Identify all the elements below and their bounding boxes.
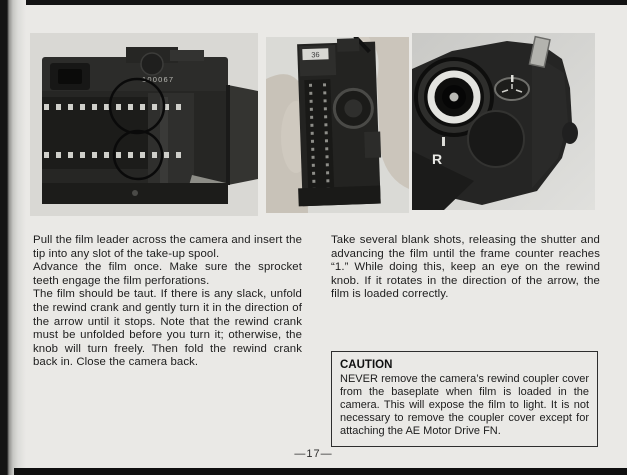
rewind-knob-illustration: [412, 33, 595, 210]
rewind-marker-label: R: [432, 151, 443, 167]
paragraph-film-taut: The film should be taut. If there is any slack, unfold the rewind crank and gently turn it in the direction of the arrow until it stops. Note that the rewind crank must be unfolded before you turn it; otherwise, the knob will turn freely. Then fold the rewind crank back in. Close the camera back.: [33, 288, 302, 369]
caution-box: [331, 351, 598, 447]
paragraph-blank-shots: Take several blank shots, releasing the shutter and advancing the film until the frame counter reaches “1.” While doing this, keep an eye on the rewind knob. If it rotates in the direction of the arrow, the film is loaded correctly.: [331, 234, 600, 301]
right-text-column: [331, 234, 600, 302]
photo-camera-held-in-hands: [266, 37, 409, 213]
strap-lug: [562, 122, 578, 144]
caution-title: CAUTION: [340, 359, 393, 371]
camera-serial-number: 100067: [142, 75, 175, 84]
photo-camera-back-film-loaded: [30, 33, 258, 216]
camera-back-illustration: [30, 33, 258, 216]
caution-body: NEVER remove the camera’s rewind coupler cover from the baseplate when film is loaded in the camera. This will expose the film to light. It is not necessary to remove the coupler cover except for attaching the AE Motor Drive FN.: [340, 373, 589, 437]
page-bottom-edge: [14, 468, 627, 475]
paragraph-film-leader: Pull the film leader across the camera and insert the tip into any slot of the take-up spool.: [33, 234, 302, 260]
page-binding-edge: [0, 0, 26, 475]
camera-in-hands-illustration: [266, 37, 409, 213]
page-number: —17—: [294, 448, 333, 460]
left-text-column: [33, 234, 302, 370]
film-cartridge-label: 36: [311, 50, 320, 60]
paragraph-advance-film: Advance the film once. Make sure the sprocket teeth engage the film perforations.: [33, 261, 302, 287]
photo-rewind-knob-closeup: [412, 33, 595, 210]
page-top-edge: [0, 0, 627, 5]
